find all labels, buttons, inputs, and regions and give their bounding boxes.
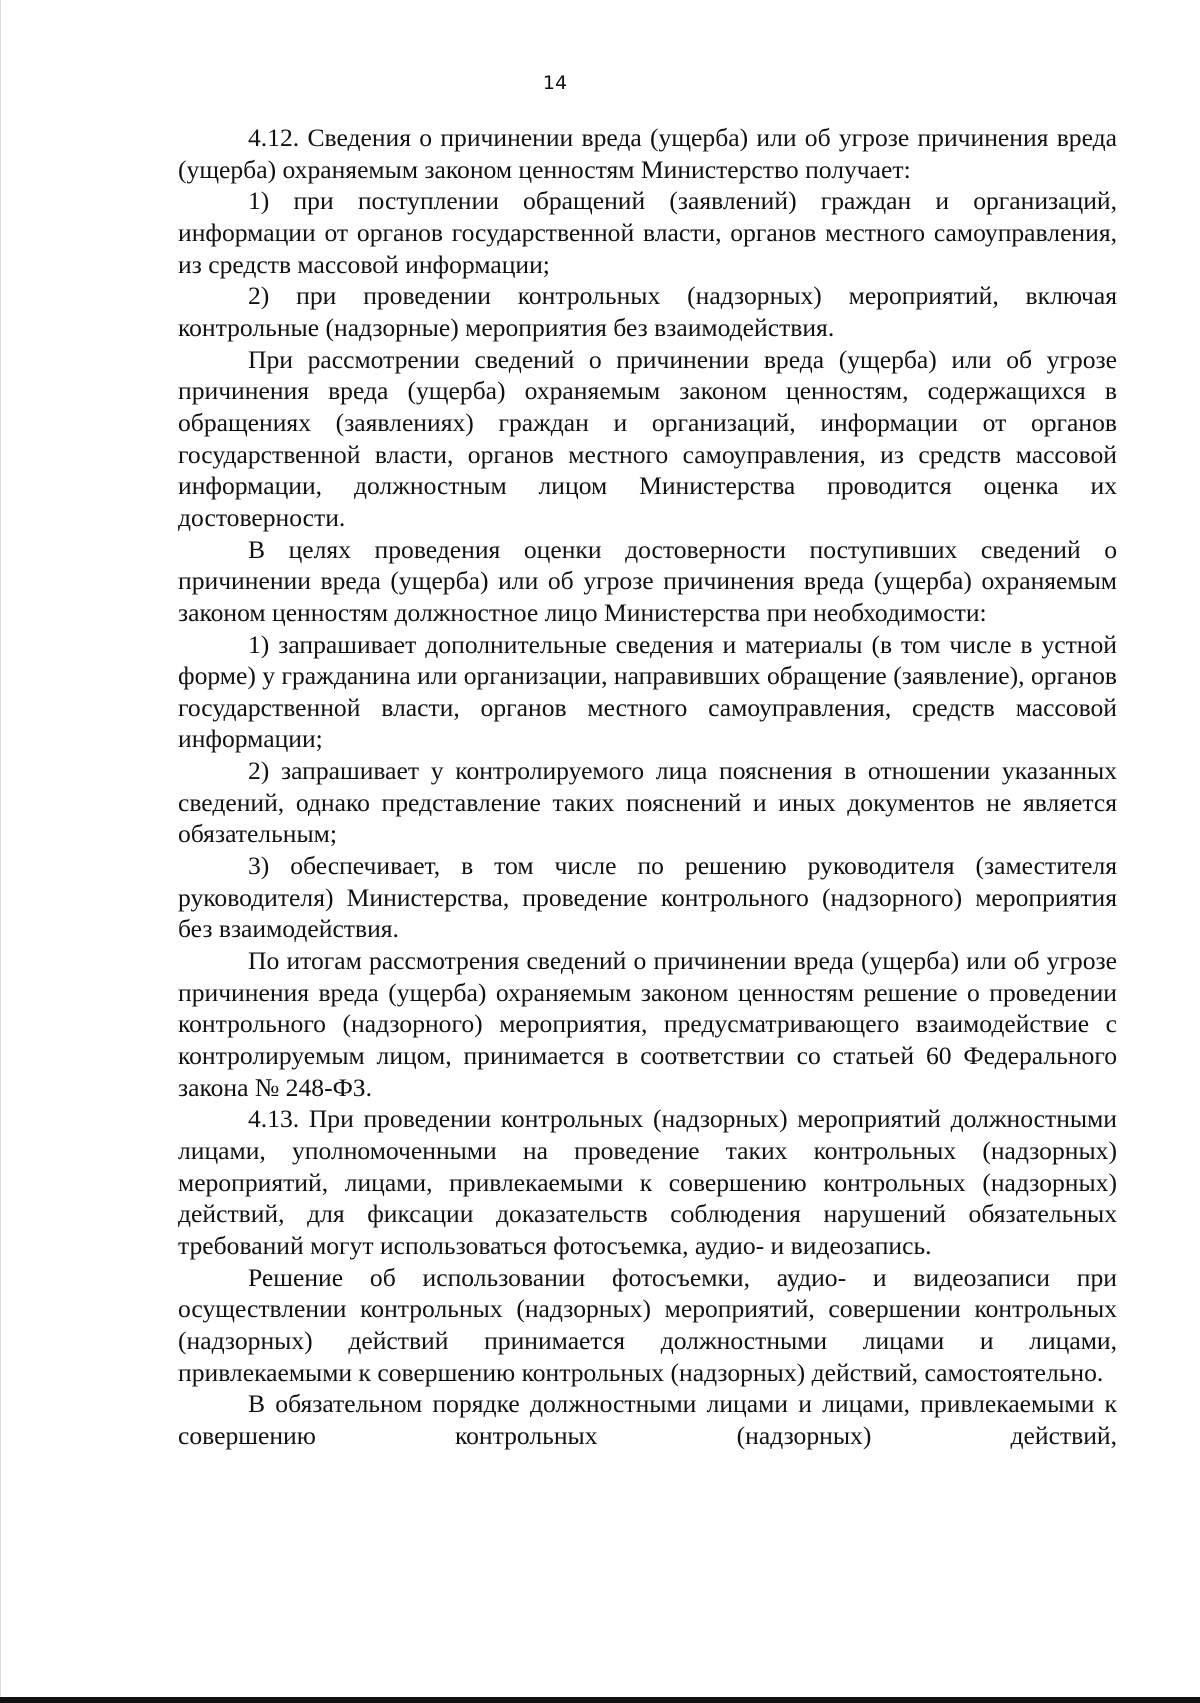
paragraph-mandatory-order: В обязательном порядке должностными лицами и лицами, привлекаемыми к совершению контрольных (надзорных) действий, [178,1389,1117,1450]
paragraph-4-12-item-2: 2) при проведении контрольных (надзорных) мероприятий, включая контрольные (надзорные) мероприятия без взаимодействия. [178,281,1117,342]
paragraph-4-12-intro: 4.12. Сведения о причинении вреда (ущерба) или об угрозе причинения вреда (ущерба) охраняемым законом ценностям Министерство получает: [178,123,1117,184]
page-left-edge [0,0,1,1703]
paragraph-review-of-information: При рассмотрении сведений о причинении вреда (ущерба) или об угрозе причинения вреда (ущерба) охраняемым законом ценностям, содержащихся в обращениях (заявлениях) граждан и организаций, информации от органов государственной власти, органов местного самоуправления, из средств массовой информации, должностным лицом Министерства проводится оценка их достоверности. [178,344,1117,532]
paragraph-reliability-assessment: В целях проведения оценки достоверности поступивших сведений о причинении вреда (ущерба) или об угрозе причинения вреда (ущерба) охраняемым законом ценностям должностное лицо Министерства при необходимости: [178,534,1117,627]
paragraph-recording-decision: Решение об использовании фотосъемки, аудио- и видеозаписи при осуществлении контрольных (надзорных) мероприятий, совершении контрольных (надзорных) действий принимается должностными лицами и лицами, привлекаемыми к совершению контрольных (надзорных) действий, самостоятельно. [178,1262,1117,1387]
document-body [178,122,1117,1452]
paragraph-review-results: По итогам рассмотрения сведений о причинении вреда (ущерба) или об угрозе причинения вреда (ущерба) охраняемым законом ценностям решение о проведении контрольного (надзорного) мероприятия, предусматривающего взаимодействие с контролируемым лицом, принимается в соответствии со статьей 60 Федерального закона № 248-ФЗ. [178,946,1117,1102]
paragraph-assessment-item-2: 2) запрашивает у контролируемого лица пояснения в отношении указанных сведений, однако представление таких пояснений и иных документов не является обязательным; [178,756,1117,849]
paragraph-4-12-item-1: 1) при поступлении обращений (заявлений) граждан и организаций, информации от органов государственной власти, органов местного самоуправления, из средств массовой информации; [178,186,1117,279]
paragraph-assessment-item-1: 1) запрашивает дополнительные сведения и материалы (в том числе в устной форме) у гражданина или организации, направивших обращение (заявление), органов государственной власти, органов местного самоуправления, средств массовой информации; [178,629,1117,754]
page-number: 14 [542,72,568,94]
paragraph-4-13: 4.13. При проведении контрольных (надзорных) мероприятий должностными лицами, уполномоченными на проведение таких контрольных (надзорных) мероприятий, лицами, привлекаемыми к совершению контрольных (надзорных) действий, для фиксации доказательств соблюдения нарушений обязательных требований могут использоваться фотосъемка, аудио- и видеозапись. [178,1104,1117,1260]
paragraph-assessment-item-3: 3) обеспечивает, в том числе по решению руководителя (заместителя руководителя) Министерства, проведение контрольного (надзорного) мероприятия без взаимодействия. [178,851,1117,944]
page-bottom-edge [0,1697,1200,1703]
